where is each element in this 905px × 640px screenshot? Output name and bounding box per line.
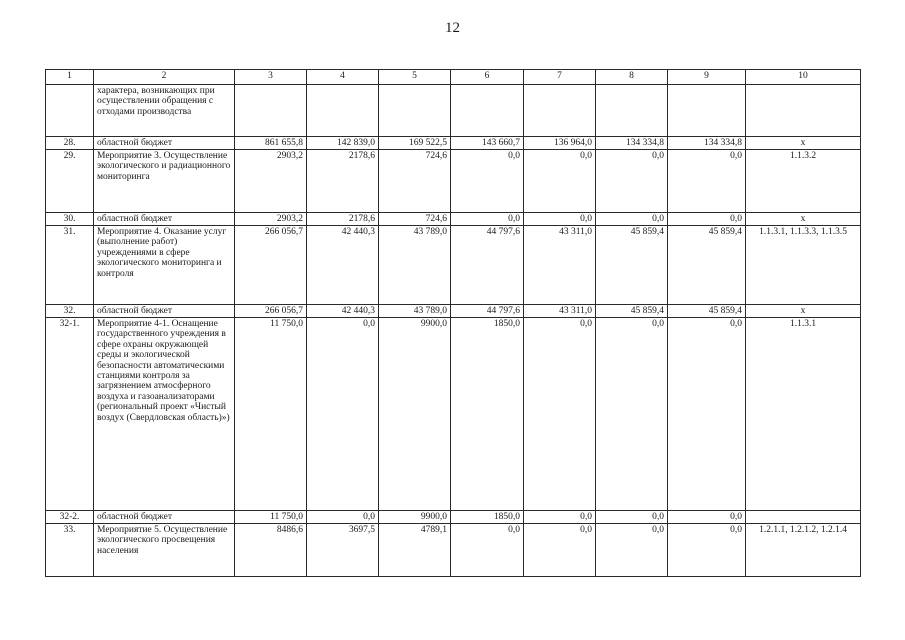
target-indicator-cell: 1.1.3.1, 1.1.3.3, 1.1.3.5 xyxy=(746,226,861,305)
amount-cell: 45 859,4 xyxy=(668,305,746,318)
amount-cell: 724,6 xyxy=(379,213,451,226)
amount-cell: 0,0 xyxy=(668,213,746,226)
target-indicator-cell: x xyxy=(746,137,861,150)
measure-name-cell: областной бюджет xyxy=(94,137,235,150)
target-indicator-cell: 1.1.3.1 xyxy=(746,318,861,511)
column-header: 8 xyxy=(596,70,668,85)
amount-cell xyxy=(451,85,524,137)
amount-cell xyxy=(596,85,668,137)
amount-cell: 0,0 xyxy=(668,318,746,511)
budget-table xyxy=(45,69,861,577)
column-header: 2 xyxy=(94,70,235,85)
amount-cell xyxy=(524,85,596,137)
table-row xyxy=(46,226,861,305)
row-number-cell: 31. xyxy=(46,226,94,305)
amount-cell: 9900,0 xyxy=(379,511,451,524)
column-header: 4 xyxy=(307,70,379,85)
target-indicator-cell: x xyxy=(746,305,861,318)
amount-cell: 43 789,0 xyxy=(379,305,451,318)
table-row xyxy=(46,318,861,511)
table-row xyxy=(46,213,861,226)
amount-cell: 1850,0 xyxy=(451,511,524,524)
target-indicator-cell: x xyxy=(746,213,861,226)
row-number-cell: 32-2. xyxy=(46,511,94,524)
row-number-cell: 28. xyxy=(46,137,94,150)
amount-cell xyxy=(307,85,379,137)
amount-cell: 0,0 xyxy=(596,318,668,511)
amount-cell: 42 440,3 xyxy=(307,226,379,305)
measure-name-cell: Мероприятие 4. Оказание услуг (выполнение работ) учреждениями в сфере экологического мониторинга и контроля xyxy=(94,226,235,305)
amount-cell: 0,0 xyxy=(668,524,746,577)
amount-total-cell: 11 750,0 xyxy=(235,511,307,524)
table-header-row xyxy=(46,70,861,85)
table-row xyxy=(46,85,861,137)
amount-cell: 44 797,6 xyxy=(451,305,524,318)
measure-name-cell: областной бюджет xyxy=(94,213,235,226)
column-header: 3 xyxy=(235,70,307,85)
amount-cell: 43 311,0 xyxy=(524,226,596,305)
amount-cell: 0,0 xyxy=(524,511,596,524)
row-number-cell: 30. xyxy=(46,213,94,226)
amount-total-cell: 2903,2 xyxy=(235,213,307,226)
amount-total-cell: 11 750,0 xyxy=(235,318,307,511)
row-number-cell: 33. xyxy=(46,524,94,577)
column-header: 5 xyxy=(379,70,451,85)
amount-cell: 45 859,4 xyxy=(668,226,746,305)
amount-cell: 0,0 xyxy=(524,318,596,511)
amount-cell: 0,0 xyxy=(596,150,668,213)
amount-cell: 0,0 xyxy=(596,213,668,226)
amount-cell: 43 311,0 xyxy=(524,305,596,318)
amount-cell xyxy=(379,85,451,137)
measure-name-cell: областной бюджет xyxy=(94,511,235,524)
target-indicator-cell: 1.2.1.1, 1.2.1.2, 1.2.1.4 xyxy=(746,524,861,577)
amount-cell: 1850,0 xyxy=(451,318,524,511)
amount-total-cell xyxy=(235,85,307,137)
amount-total-cell: 861 655,8 xyxy=(235,137,307,150)
amount-cell: 0,0 xyxy=(596,524,668,577)
measure-name-cell: характера, возникающих при осуществлении обращения с отходами производства xyxy=(94,85,235,137)
amount-total-cell: 266 056,7 xyxy=(235,226,307,305)
column-header: 7 xyxy=(524,70,596,85)
amount-cell: 2178,6 xyxy=(307,213,379,226)
amount-cell xyxy=(668,85,746,137)
amount-cell: 9900,0 xyxy=(379,318,451,511)
amount-cell: 724,6 xyxy=(379,150,451,213)
page-number: 12 xyxy=(445,20,460,36)
amount-cell: 0,0 xyxy=(451,213,524,226)
amount-cell: 142 839,0 xyxy=(307,137,379,150)
amount-cell: 134 334,8 xyxy=(668,137,746,150)
amount-cell: 0,0 xyxy=(451,524,524,577)
measure-name-cell: Мероприятие 4-1. Оснащение государственного учреждения в сфере охраны окружающей среды и экологической безопасности автоматическими станциями контроля за загрязнением атмосферного воздуха и газоанализаторами (региональный проект «Чистый воздух (Свердловская область)») xyxy=(94,318,235,511)
amount-cell: 0,0 xyxy=(524,150,596,213)
amount-cell: 136 964,0 xyxy=(524,137,596,150)
amount-cell: 43 789,0 xyxy=(379,226,451,305)
amount-cell: 0,0 xyxy=(451,150,524,213)
table-row xyxy=(46,305,861,318)
amount-cell: 0,0 xyxy=(524,213,596,226)
target-indicator-cell: 1.1.3.2 xyxy=(746,150,861,213)
measure-name-cell: Мероприятие 3. Осуществление экологического и радиационного мониторинга xyxy=(94,150,235,213)
amount-cell: 0,0 xyxy=(524,524,596,577)
amount-cell: 44 797,6 xyxy=(451,226,524,305)
amount-cell: 0,0 xyxy=(596,511,668,524)
target-indicator-cell xyxy=(746,511,861,524)
table-row xyxy=(46,137,861,150)
table-row xyxy=(46,524,861,577)
amount-cell: 134 334,8 xyxy=(596,137,668,150)
column-header: 10 xyxy=(746,70,861,85)
measure-name-cell: Мероприятие 5. Осуществление экологического просвещения населения xyxy=(94,524,235,577)
row-number-cell: 32-1. xyxy=(46,318,94,511)
amount-cell: 143 660,7 xyxy=(451,137,524,150)
table-row xyxy=(46,150,861,213)
amount-total-cell: 8486,6 xyxy=(235,524,307,577)
amount-cell: 0,0 xyxy=(668,150,746,213)
target-indicator-cell xyxy=(746,85,861,137)
row-number-cell: 32. xyxy=(46,305,94,318)
amount-total-cell: 266 056,7 xyxy=(235,305,307,318)
row-number-cell xyxy=(46,85,94,137)
amount-cell: 45 859,4 xyxy=(596,226,668,305)
amount-cell: 169 522,5 xyxy=(379,137,451,150)
measure-name-cell: областной бюджет xyxy=(94,305,235,318)
table-row xyxy=(46,511,861,524)
amount-cell: 0,0 xyxy=(668,511,746,524)
amount-cell: 42 440,3 xyxy=(307,305,379,318)
amount-total-cell: 2903,2 xyxy=(235,150,307,213)
column-header: 9 xyxy=(668,70,746,85)
column-header: 6 xyxy=(451,70,524,85)
amount-cell: 0,0 xyxy=(307,511,379,524)
amount-cell: 0,0 xyxy=(307,318,379,511)
amount-cell: 4789,1 xyxy=(379,524,451,577)
amount-cell: 3697,5 xyxy=(307,524,379,577)
amount-cell: 2178,6 xyxy=(307,150,379,213)
amount-cell: 45 859,4 xyxy=(596,305,668,318)
column-header: 1 xyxy=(46,70,94,85)
row-number-cell: 29. xyxy=(46,150,94,213)
